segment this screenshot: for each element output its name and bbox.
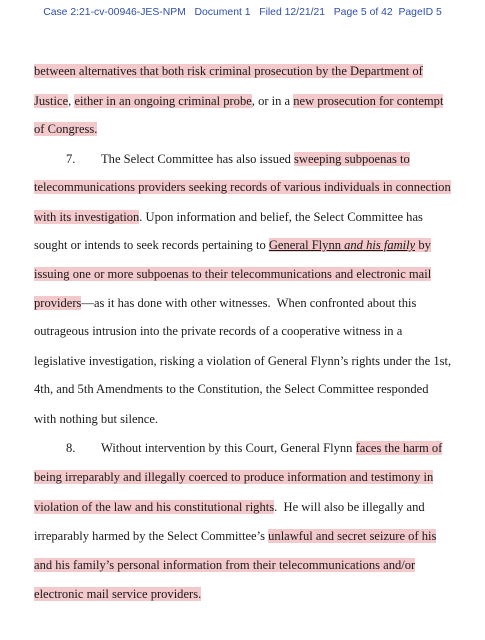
highlighted-text: Justice (34, 94, 69, 108)
highlighted-text: and his family (344, 238, 416, 252)
text-run: The Select Committee has also issued (101, 152, 295, 166)
text-run: irreparably harmed by the Select Committee’s (34, 529, 269, 543)
text-run: outrageous intrusion into the private records of a cooperative witness in a (34, 324, 403, 338)
highlighted-text: being irreparably and illegally coerced to produce information and testimony in (34, 470, 434, 484)
paragraph-number: 8. (66, 441, 76, 455)
text-run: , (68, 94, 75, 108)
highlighted-text: General Flynn (268, 238, 345, 252)
text-run: with nothing but silence. (34, 412, 159, 426)
line-text (34, 91, 443, 111)
page-number: Page 5 of 42 (333, 7, 393, 18)
highlighted-text: with its investigation (34, 210, 140, 224)
line-text (34, 235, 431, 255)
line-text (34, 584, 201, 604)
highlighted-text: violation of the law and his constitutional rights (34, 500, 275, 514)
case-number: Case 2:21-cv-00946-JES-NPM (43, 7, 186, 18)
text-run: Without intervention by this Court, General Flynn (101, 441, 356, 455)
document-number: Document 1 (194, 7, 251, 18)
text-run: —as it has done with other witnesses. When confronted about this (81, 296, 417, 310)
highlighted-text: issuing one or more subpoenas to their telecommunications and electronic mail (34, 267, 432, 281)
paragraph-number: 7. (66, 152, 76, 166)
highlighted-text: providers (34, 296, 82, 310)
line-text (34, 61, 423, 81)
line-text (34, 351, 451, 371)
line-text (101, 438, 442, 458)
line-text (34, 293, 416, 313)
highlighted-text: faces the harm of (355, 441, 443, 455)
text-run: 4th, and 5th Amendments to the Constitution, the Select Committee responded (34, 382, 429, 396)
highlighted-text: unlawful and secret seizure of his (268, 529, 437, 543)
filed-date: Filed 12/21/21 (259, 7, 326, 18)
line-text (34, 379, 428, 399)
line-text (34, 177, 451, 197)
line-text (34, 467, 433, 487)
highlighted-text: between alternatives that both risk criminal prosecution by the Department of (34, 64, 423, 78)
page-header (0, 7, 485, 18)
highlighted-text: and his family’s personal information from their telecommunications and/or (34, 558, 416, 572)
line-text (34, 526, 436, 546)
highlighted-text: electronic mail service providers. (34, 587, 202, 601)
highlighted-text: by (415, 238, 431, 252)
line-text (34, 497, 425, 517)
text-run: . Upon information and belief, the Select Committee has (139, 210, 423, 224)
line-text (34, 119, 97, 139)
highlighted-text: of Congress. (34, 122, 98, 136)
text-run: sought or intends to seek records pertaining to (34, 238, 269, 252)
line-text (34, 264, 431, 284)
line-text (34, 409, 158, 429)
line-text (101, 149, 410, 169)
line-text (34, 321, 402, 341)
text-run: legislative investigation, risking a violation of General Flynn’s rights under the 1st, (34, 354, 452, 368)
highlighted-text: new prosecution for contempt (293, 94, 444, 108)
highlighted-text: either in an ongoing criminal probe (74, 94, 252, 108)
line-text (34, 207, 423, 227)
highlighted-text: sweeping subpoenas to (294, 152, 410, 166)
highlighted-text: telecommunications providers seeking records of various individuals in connection (34, 180, 451, 194)
text-run: , or in a (251, 94, 294, 108)
text-run: . He will also be illegally and (274, 500, 425, 514)
page-id: PageID 5 (398, 7, 442, 18)
line-text (34, 555, 415, 575)
